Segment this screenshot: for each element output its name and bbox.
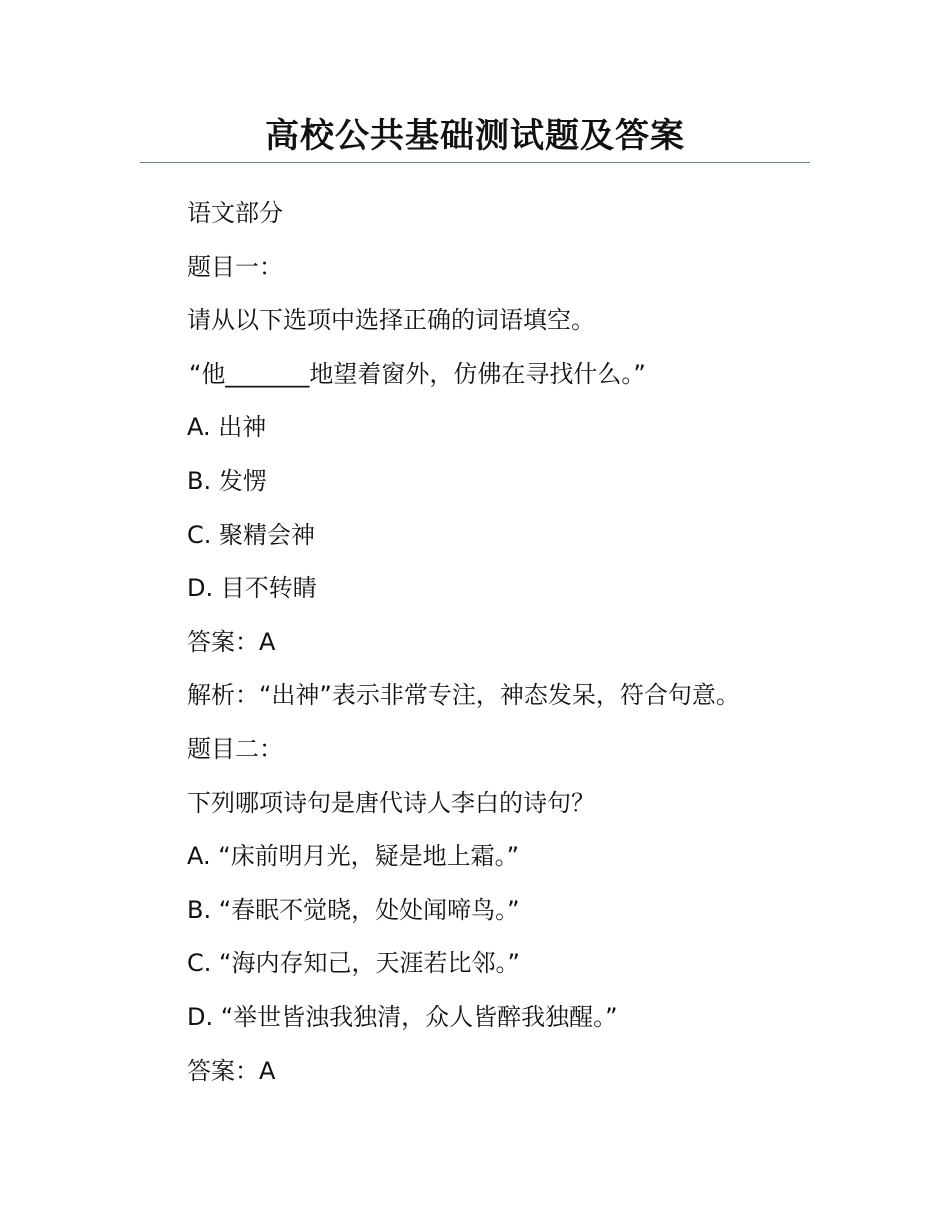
question-prompt: 请从以下选项中选择正确的词语填空。	[187, 306, 595, 335]
answer-line: 答案：A	[187, 627, 276, 656]
option-d: D. “举世皆浊我独清，众人皆醉我独醒。”	[187, 1002, 618, 1031]
question-prompt: 下列哪项诗句是唐代诗人李白的诗句？	[187, 788, 595, 817]
option-b: B. “春眠不觉晓，处处闻啼鸟。”	[187, 895, 520, 924]
option-a: A. 出神	[187, 413, 267, 442]
option-c: C. 聚精会神	[187, 520, 316, 549]
question-heading: 题目一：	[187, 252, 283, 281]
question-sentence: “他_______地望着窗外，仿佛在寻找什么。”	[189, 359, 646, 388]
title-underline	[140, 162, 810, 163]
option-c: C. “海内存知己，天涯若比邻。”	[187, 949, 520, 978]
question-heading: 题目二：	[187, 734, 283, 763]
answer-line: 答案：A	[187, 1056, 276, 1085]
explanation-line: 解析：“出神”表示非常专注，神态发呆，符合句意。	[187, 681, 740, 710]
option-b: B. 发愣	[187, 466, 267, 495]
document-body	[187, 193, 827, 1104]
option-d: D. 目不转睛	[187, 574, 317, 603]
option-a: A. “床前明月光，疑是地上霜。”	[187, 842, 520, 871]
document-title: 高校公共基础测试题及答案	[265, 116, 685, 156]
section-heading: 语文部分	[187, 199, 283, 227]
